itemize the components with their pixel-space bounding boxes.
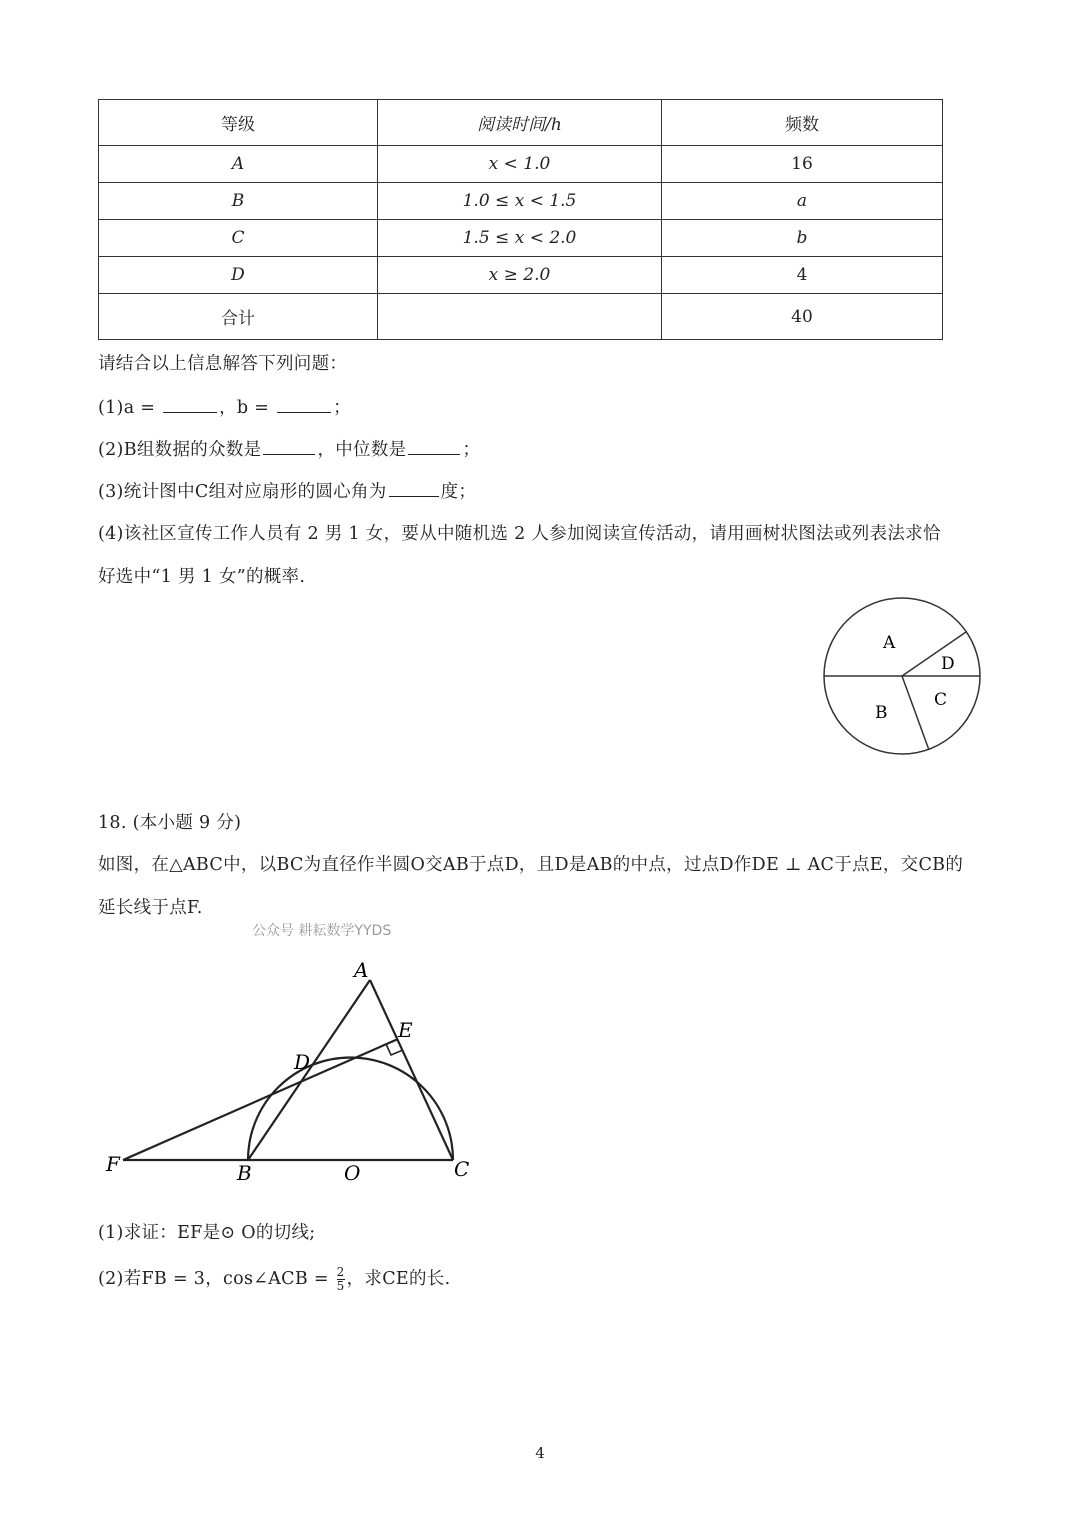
header-level: 等级 (99, 100, 378, 146)
cell-level: C (99, 219, 378, 256)
label-a: A (354, 958, 369, 982)
q17-part3-a: (3)统计图中C组对应扇形的圆心角为 (98, 482, 387, 502)
cell-time: x < 1.0 (378, 145, 662, 182)
q18-part1: (1)求证：EF是⊙ O的切线; (98, 1223, 316, 1243)
cell-count: 4 (662, 257, 943, 294)
q18-text-line2: 延长线于点F. (98, 898, 203, 918)
cell-time: 1.0 ≤ x < 1.5 (378, 182, 662, 219)
header-count: 频数 (662, 100, 943, 146)
q17-part1-b: ，b = (219, 398, 276, 418)
label-d: D (294, 1050, 311, 1074)
q17-part1-end: ； (333, 398, 351, 418)
cell-count: a (662, 182, 943, 219)
page-number: 4 (535, 1444, 545, 1462)
cell-count: 40 (662, 294, 943, 340)
q17-part2 (98, 436, 480, 461)
cell-level: 合计 (99, 294, 378, 340)
cell-count: b (662, 219, 943, 256)
table-row (99, 257, 943, 294)
label-e: E (398, 1018, 413, 1042)
blank-mode (263, 453, 315, 455)
q17-part1-a: (1)a = (98, 398, 162, 418)
pie-label-a: A (883, 633, 896, 653)
cell-time: 1.5 ≤ x < 2.0 (378, 219, 662, 256)
table-header-row (99, 100, 943, 146)
pie-label-b: B (875, 703, 888, 723)
pie-label-d: D (941, 654, 955, 674)
cell-level: B (99, 182, 378, 219)
q18-part2 (98, 1262, 450, 1296)
pie-divider-d (902, 632, 966, 676)
pie-label-c: C (934, 690, 948, 710)
fraction-denominator: 5 (336, 1279, 345, 1293)
blank-a (163, 411, 217, 413)
label-f: F (106, 1152, 120, 1176)
q18-part2-a: (2)若FB = 3，cos∠ACB = (98, 1269, 335, 1289)
blank-median (408, 453, 460, 455)
label-c: C (454, 1157, 470, 1181)
fraction-numerator: 2 (336, 1265, 345, 1279)
table-row (99, 219, 943, 256)
q17-part4-line2: 好选中“1 男 1 女”的概率. (98, 567, 306, 587)
q18-part2-b: ，求CE的长. (346, 1269, 451, 1289)
q18-text-line1: 如图，在△ABC中，以BC为直径作半圆O交AB于点D，且D是AB的中点，过点D作DE ⊥ AC于点E，交CB的 (98, 855, 964, 875)
q17-part2-b: ，中位数是 (317, 440, 407, 460)
label-b: B (237, 1161, 252, 1185)
cell-time: x ≥ 2.0 (378, 257, 662, 294)
q17-part3-b: 度； (440, 482, 477, 502)
q18-title: 18. (本小题 9 分) (98, 813, 242, 833)
table-row (99, 182, 943, 219)
q17-part4-line1: (4)该社区宣传工作人员有 2 男 1 女，要从中随机选 2 人参加阅读宣传活动，请用画树状图法或列表法求恰 (98, 524, 941, 544)
frequency-table (98, 99, 943, 340)
table-row (99, 145, 943, 182)
segment-ac (370, 980, 453, 1160)
label-o: O (344, 1161, 361, 1185)
geometry-figure (98, 955, 488, 1190)
blank-angle (389, 495, 439, 497)
cell-time (378, 294, 662, 340)
fraction (337, 1266, 345, 1293)
table-total-row (99, 294, 943, 340)
q17-intro: 请结合以上信息解答下列问题： (98, 354, 348, 374)
blank-b (277, 411, 331, 413)
header-time: 阅读时间/h (378, 100, 662, 146)
pie-divider-c (902, 676, 929, 750)
q17-part2-end: ； (462, 440, 481, 460)
semicircle-o (248, 1058, 453, 1161)
cell-level: D (99, 257, 378, 294)
pie-chart (815, 592, 990, 762)
q17-part3 (98, 478, 476, 503)
watermark: 公众号 耕耘数学YYDS (252, 923, 392, 939)
cell-count: 16 (662, 145, 943, 182)
q17-part1 (98, 394, 351, 419)
q17-part2-a: (2)B组数据的众数是 (98, 440, 262, 460)
cell-level: A (99, 145, 378, 182)
